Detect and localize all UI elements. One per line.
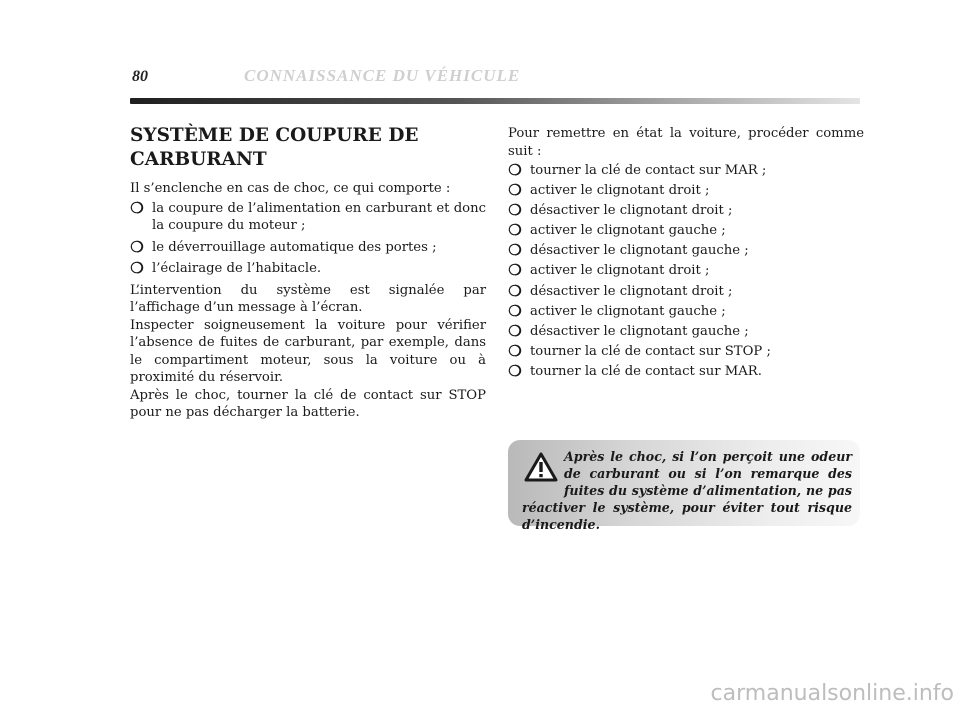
procedure-step: ❍ activer le clignotant gauche ; [508,301,726,320]
right-column [508,125,864,383]
procedure-step: ❍ tourner la clé de contact sur MAR ; [508,161,767,179]
watermark: carmanualsonline.info [710,681,954,706]
bullet-icon: ❍ [508,321,522,340]
warning-triangle-icon [524,452,558,482]
effects-list [130,200,486,278]
procedure-intro: Pour remettre en état la voiture, procéder comme suit : [508,126,864,159]
warning-text: Après le choc, si l’on perçoit une odeur de carburant ou si l’on remarque des fuites du système d’alimentation, ne pas réactiver le système, pour éviter tout risque d’incendie. [522,449,852,532]
page-number: 80 [132,68,148,85]
procedure-list [508,162,864,380]
bullet-icon: ❍ [508,161,522,179]
section-title: SYSTÈME DE COUPURE DE CARBURANT [130,125,419,170]
procedure-step: ❍ activer le clignotant gauche ; [508,221,726,240]
procedure-step: ❍ tourner la clé de contact sur MAR. [508,361,762,380]
list-item: ❍ l’éclairage de l’habitacle. [130,259,322,277]
paragraph: L’intervention du système est signalée par l’affichage d’un message à l’écran. [130,282,486,315]
bullet-icon: ❍ [508,261,522,280]
paragraph: Après le choc, tourner la clé de contact sur STOP pour ne pas décharger la batterie. [130,387,486,420]
list-item: ❍ le déverrouillage automatique des portes ; [130,237,437,256]
bullet-icon: ❍ [130,259,144,277]
intro-text: Il s’enclenche en cas de choc, ce qui comporte : [130,181,451,196]
bullet-icon: ❍ [508,201,522,220]
bullet-icon: ❍ [508,281,522,300]
header-rule [130,98,860,104]
bullet-icon: ❍ [508,341,522,360]
bullet-icon: ❍ [508,241,522,260]
procedure-step: ❍ désactiver le clignotant gauche ; [508,321,749,340]
warning-box [508,440,860,532]
bullet-icon: ❍ [130,198,144,217]
procedure-step: ❍ tourner la clé de contact sur STOP ; [508,341,771,360]
list-item: ❍ la coupure de l’alimentation en carburant et donc la coupure du moteur ; [130,198,486,233]
left-column [130,124,486,422]
procedure-step: ❍ désactiver le clignotant gauche ; [508,241,749,260]
procedure-step: ❍ activer le clignotant droit ; [508,261,710,280]
bullet-icon: ❍ [508,221,522,240]
paragraph: Inspecter soigneusement la voiture pour vérifier l’absence de fuites de carburant, par exemple, dans le compartiment moteur, sous la voiture ou à proximité du réservoir. [130,317,486,385]
running-head: CONNAISSANCE DU VÉHICULE [244,66,521,85]
bullet-icon: ❍ [508,181,522,200]
procedure-step: ❍ désactiver le clignotant droit ; [508,201,733,220]
bullet-icon: ❍ [508,301,522,320]
bullet-icon: ❍ [508,361,522,380]
procedure-step: ❍ désactiver le clignotant droit ; [508,281,733,300]
bullet-icon: ❍ [130,237,144,256]
procedure-step: ❍ activer le clignotant droit ; [508,181,710,200]
